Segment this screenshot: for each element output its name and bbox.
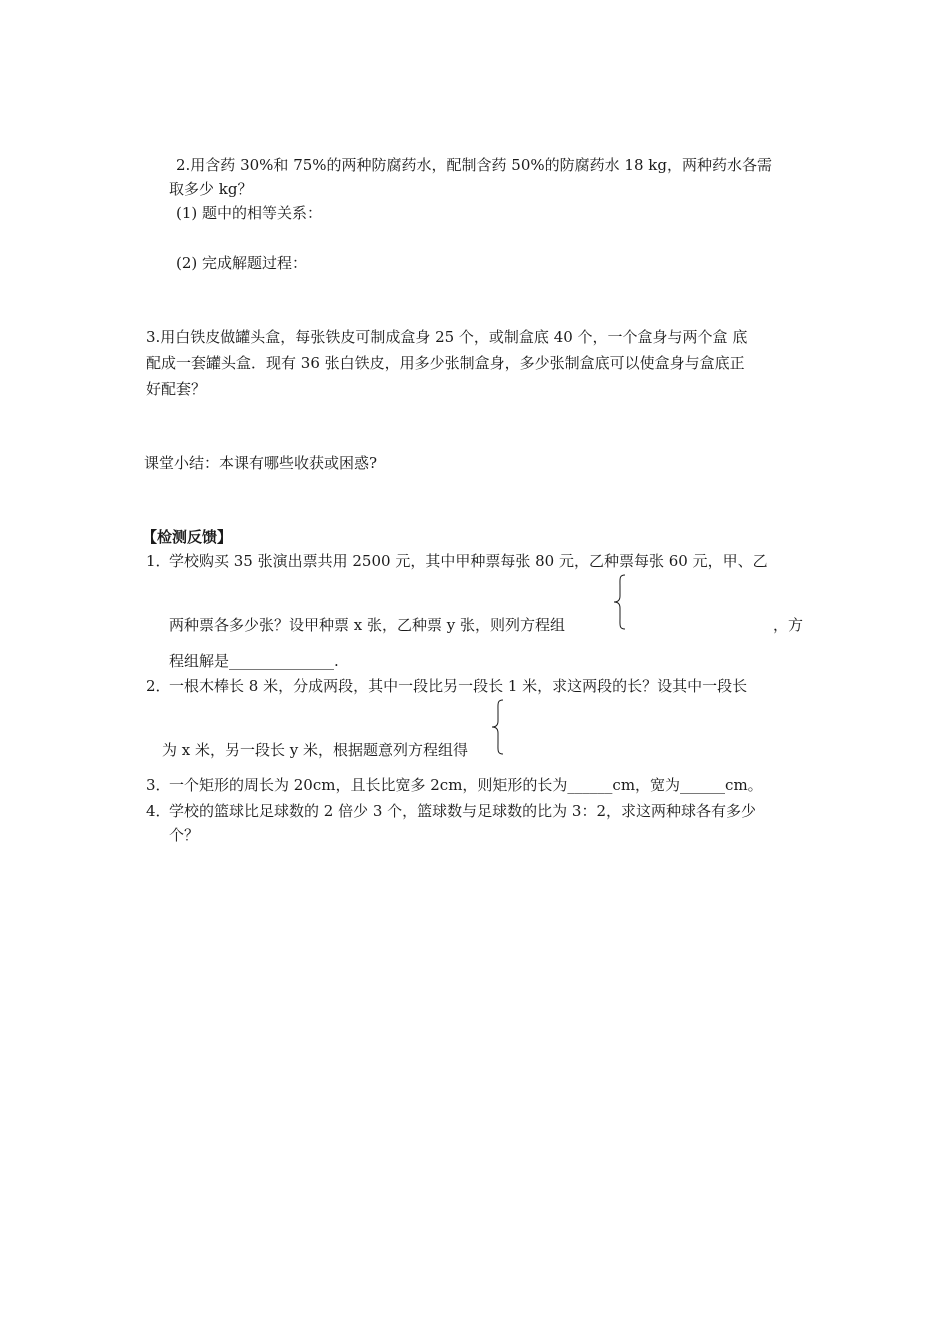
q1-equation-brace <box>613 574 627 630</box>
feedback-heading: 【检测反馈】 <box>142 528 233 546</box>
q2-number: 2． <box>146 677 171 695</box>
q4-line1: 学校的篮球比足球数的 2 倍少 3 个，篮球数与足球数的比为 3：2，求这两种球各有多少 <box>169 802 757 820</box>
q2-line2: 为 x 米，另一段长 y 米，根据题意列方程组得 <box>162 741 469 759</box>
q2-line1: 一根木棒长 8 米，分成两段，其中一段比另一段长 1 米，求这两段的长？设其中一段长 <box>169 677 748 695</box>
problem2-sub2: (2) 完成解题过程： <box>176 254 308 272</box>
q4-line2: 个？ <box>169 826 200 844</box>
q1-number: 1． <box>146 552 171 570</box>
problem2-line1: 2.用含药 30%和 75%的两种防腐药水，配制含药 50%的防腐药水 18 kg，两种药水各需 <box>176 156 772 174</box>
q3-line1: 一个矩形的周长为 20cm，且长比宽多 2cm，则矩形的长为______cm，宽为______cm。 <box>169 776 763 794</box>
problem2-line2: 取多少 kg？ <box>169 180 253 198</box>
problem3-line2: 配成一套罐头盒．现有 36 张白铁皮，用多少张制盒身，多少张制盒底可以使盒身与盒底正 <box>146 354 745 372</box>
q1-line2-end: ，方 <box>773 616 804 634</box>
class-summary: 课堂小结：本课有哪些收获或困惑? <box>144 454 378 472</box>
problem2-sub1: (1) 题中的相等关系： <box>176 204 323 222</box>
problem3-line1: 3.用白铁皮做罐头盒，每张铁皮可制成盒身 25 个，或制盒底 40 个，一个盒身与两个盒 底 <box>146 328 748 346</box>
q3-number: 3． <box>146 776 171 794</box>
q1-line3: 程组解是______________. <box>169 652 339 670</box>
q1-line1: 学校购买 35 张演出票共用 2500 元，其中甲种票每张 80 元，乙种票每张 60 元，甲、乙 <box>169 552 768 570</box>
q2-equation-brace <box>491 699 505 755</box>
q4-number: 4． <box>146 802 171 820</box>
problem3-line3: 好配套？ <box>146 380 207 398</box>
q1-line2: 两种票各多少张？设甲种票 x 张，乙种票 y 张，则列方程组 <box>169 616 566 634</box>
